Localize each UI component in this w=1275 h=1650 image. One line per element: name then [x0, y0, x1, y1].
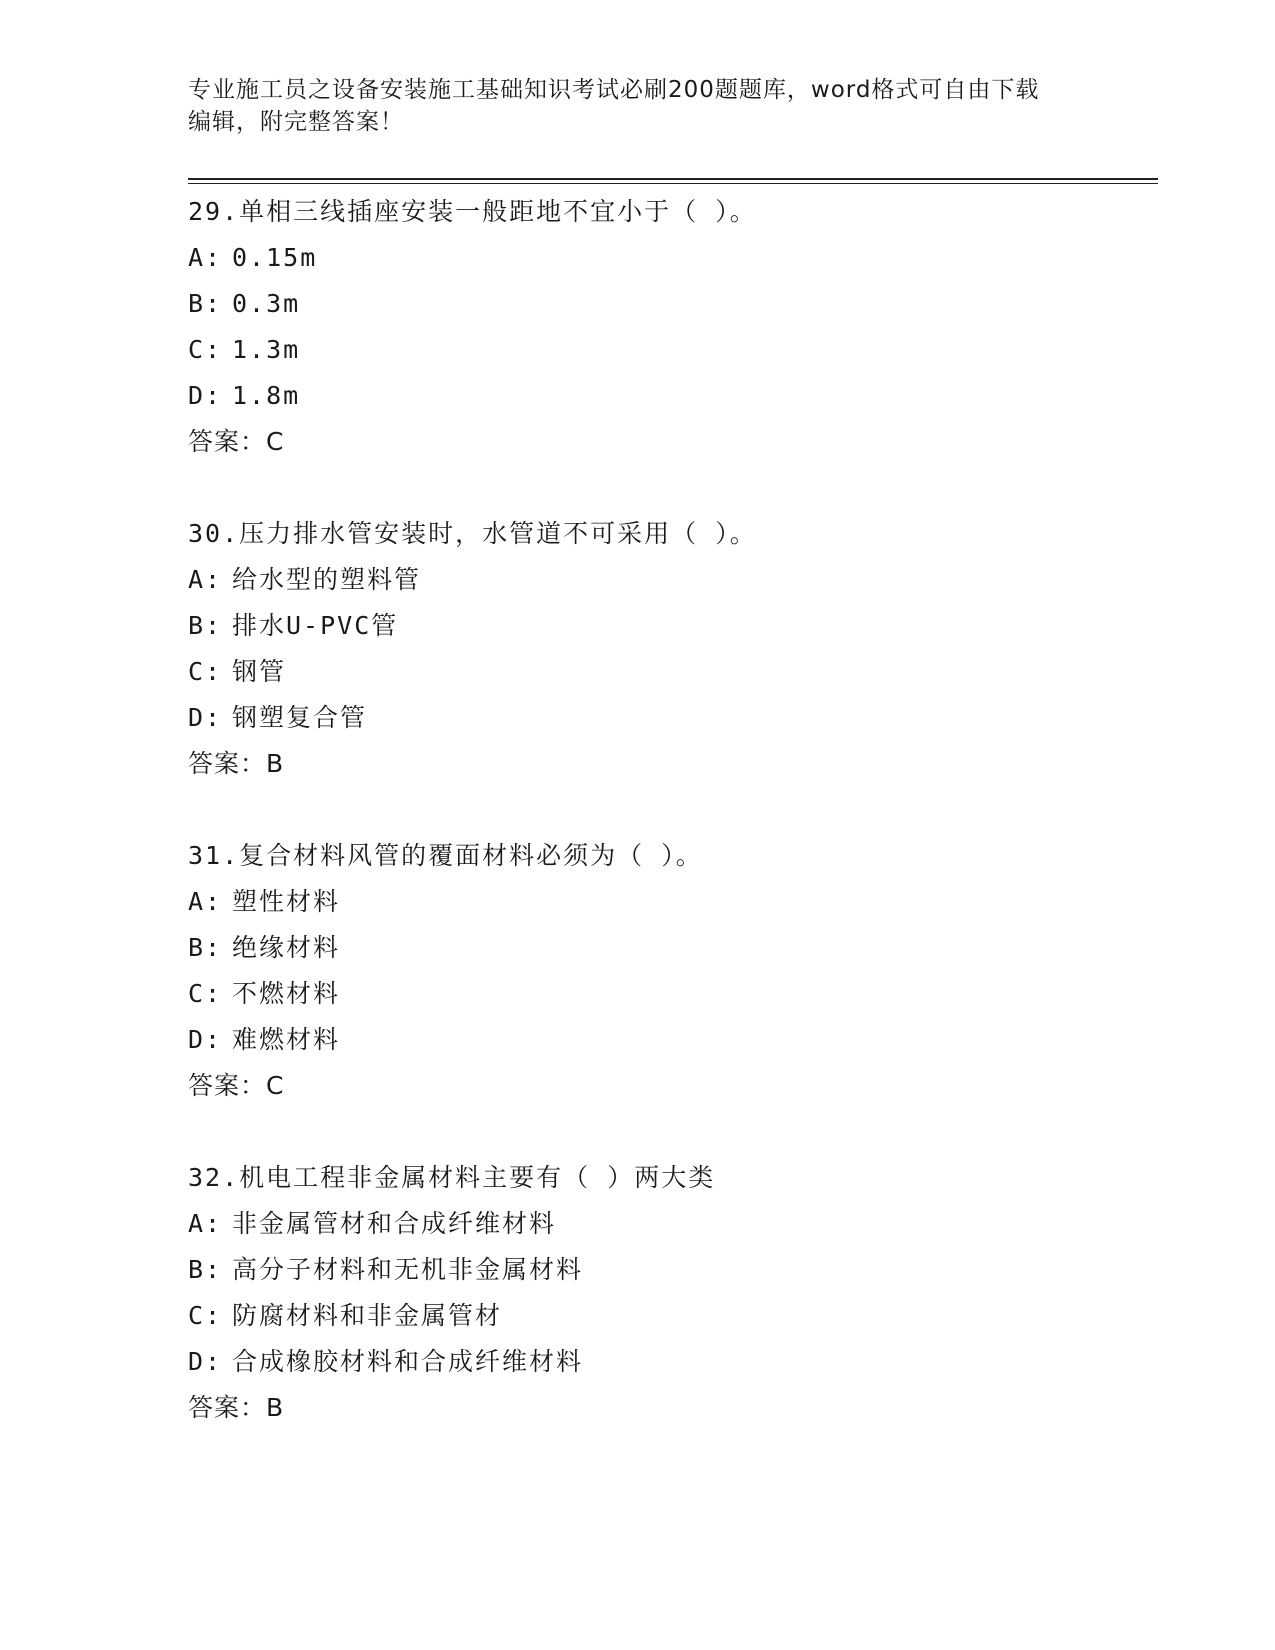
- header-line-2: 编辑，附完整答案！: [188, 109, 404, 135]
- header-divider-thick: [188, 178, 1158, 180]
- option-a: [188, 879, 1158, 925]
- option-letter: A:: [188, 565, 223, 594]
- option-text: 1.8m: [232, 381, 301, 410]
- option-c: [188, 649, 1158, 695]
- option-text: 给水型的塑料管: [232, 565, 422, 594]
- option-letter: B:: [188, 289, 223, 318]
- option-c: [188, 327, 1158, 373]
- option-d: [188, 695, 1158, 741]
- option-text: 合成橡胶材料和合成纤维材料: [232, 1347, 584, 1376]
- question-32: [188, 1155, 1158, 1431]
- option-d: [188, 1339, 1158, 1385]
- question-stem: 32.机电工程非金属材料主要有（ ）两大类: [188, 1163, 716, 1192]
- option-letter: D:: [188, 703, 223, 732]
- option-letter: B:: [188, 933, 223, 962]
- header-line-1: 专业施工员之设备安装施工基础知识考试必刷200题题库，word格式可自由下载: [188, 77, 1040, 103]
- option-b: [188, 603, 1158, 649]
- option-text: 钢塑复合管: [232, 703, 368, 732]
- option-letter: C:: [188, 657, 223, 686]
- option-text: 不燃材料: [232, 979, 341, 1008]
- option-text: 1.3m: [232, 335, 301, 364]
- option-text: 0.15m: [232, 243, 318, 272]
- option-text: 排水U-PVC管: [232, 611, 399, 640]
- option-text: 塑性材料: [232, 887, 341, 916]
- answer-line: 答案：C: [188, 1071, 285, 1100]
- header-divider-thin: [188, 183, 1158, 184]
- option-b: [188, 925, 1158, 971]
- option-a: [188, 1201, 1158, 1247]
- option-b: [188, 1247, 1158, 1293]
- option-text: 绝缘材料: [232, 933, 341, 962]
- option-letter: C:: [188, 979, 223, 1008]
- option-letter: D:: [188, 1025, 223, 1054]
- option-c: [188, 1293, 1158, 1339]
- option-a: [188, 235, 1158, 281]
- option-letter: A:: [188, 1209, 223, 1238]
- option-letter: B:: [188, 611, 223, 640]
- question-stem: 30.压力排水管安装时，水管道不可采用（ ）。: [188, 519, 757, 548]
- option-c: [188, 971, 1158, 1017]
- option-letter: C:: [188, 1301, 223, 1330]
- question-30: [188, 511, 1158, 787]
- option-b: [188, 281, 1158, 327]
- answer-line: 答案：B: [188, 1393, 285, 1422]
- answer-line: 答案：B: [188, 749, 285, 778]
- option-letter: D:: [188, 1347, 223, 1376]
- option-text: 钢管: [232, 657, 287, 686]
- question-31: [188, 833, 1158, 1109]
- question-29: [188, 189, 1158, 465]
- question-list: [188, 189, 1158, 1477]
- question-stem: 31.复合材料风管的覆面材料必须为（ ）。: [188, 841, 703, 870]
- option-letter: D:: [188, 381, 223, 410]
- option-text: 非金属管材和合成纤维材料: [232, 1209, 557, 1238]
- option-text: 难燃材料: [232, 1025, 341, 1054]
- option-text: 0.3m: [232, 289, 301, 318]
- question-stem: 29.单相三线插座安装一般距地不宜小于（ ）。: [188, 197, 757, 226]
- answer-line: 答案：C: [188, 427, 285, 456]
- option-text: 高分子材料和无机非金属材料: [232, 1255, 584, 1284]
- option-letter: A:: [188, 887, 223, 916]
- option-letter: C:: [188, 335, 223, 364]
- option-text: 防腐材料和非金属管材: [232, 1301, 503, 1330]
- option-d: [188, 373, 1158, 419]
- document-header: [188, 74, 1088, 138]
- option-letter: B:: [188, 1255, 223, 1284]
- option-letter: A:: [188, 243, 223, 272]
- option-d: [188, 1017, 1158, 1063]
- option-a: [188, 557, 1158, 603]
